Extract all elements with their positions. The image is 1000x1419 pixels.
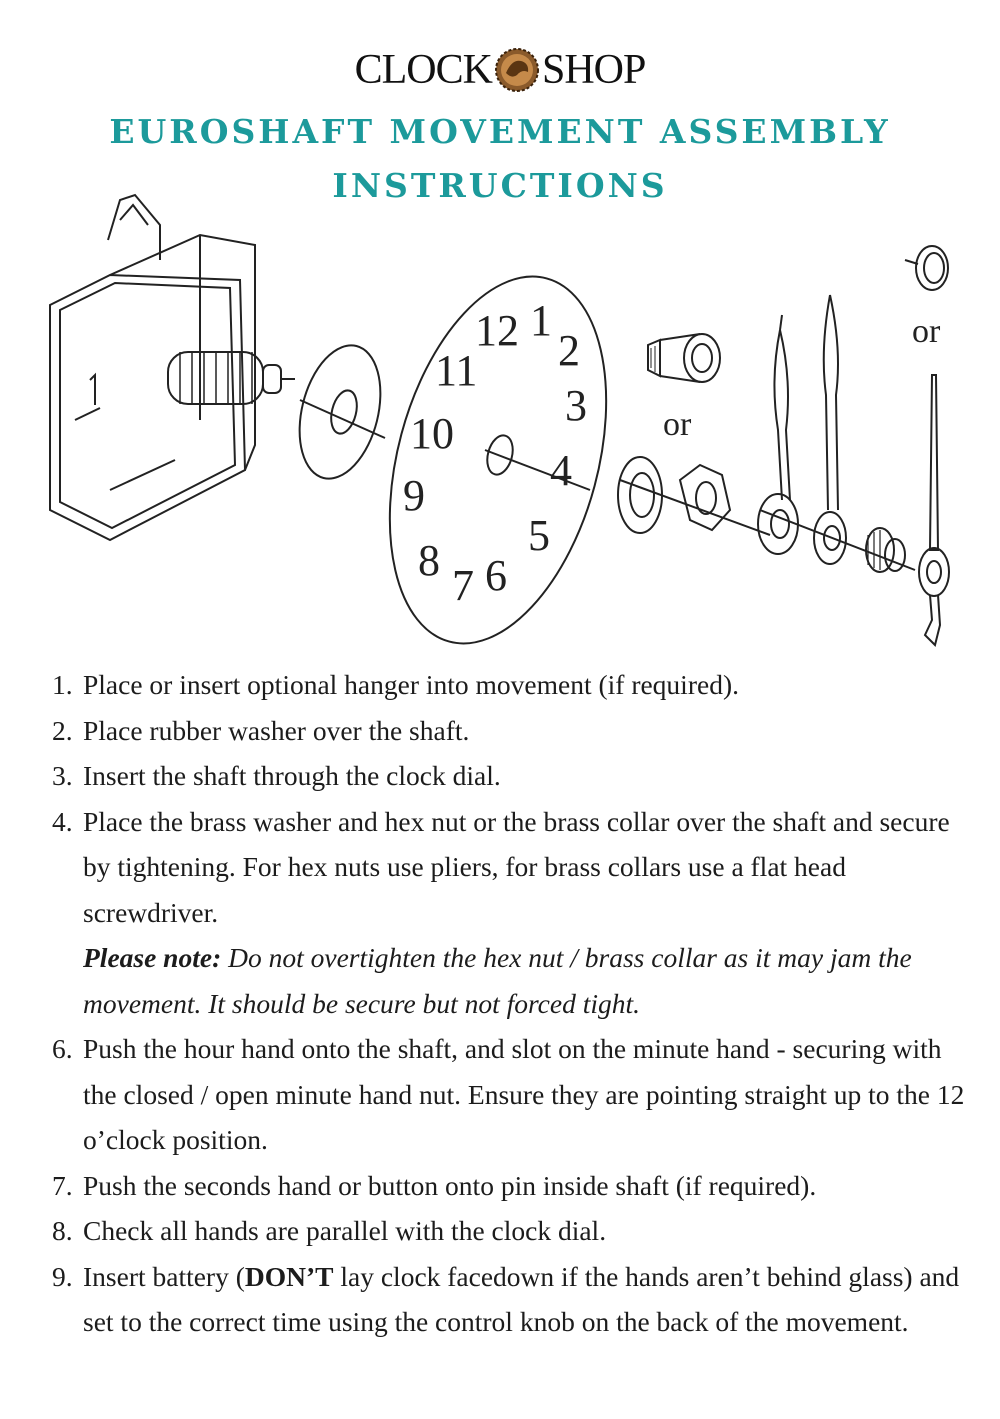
hour-hand-illustration <box>758 315 798 554</box>
logo-emblem-icon <box>494 47 540 93</box>
dial-number-2: 2 <box>558 326 580 375</box>
dial-number-6: 6 <box>485 551 507 600</box>
clock-dial-illustration <box>353 253 644 660</box>
page-title-line-2: INSTRUCTIONS <box>332 166 668 205</box>
step-text: Push the hour hand onto the shaft, and slot on the minute hand - securing with the closed / open minute hand nut. Ensure they are pointing straight up to the 12 o’clock position. <box>83 1033 965 1155</box>
dial-number-9: 9 <box>403 471 425 520</box>
page-title-line-1: EUROSHAFT MOVEMENT ASSEMBLY <box>109 112 891 151</box>
step-text: Place or insert optional hanger into movement (if required). <box>83 669 739 700</box>
step-number: 6. <box>52 1033 73 1064</box>
minute-hand-illustration <box>814 295 846 564</box>
list-item <box>52 1208 972 1254</box>
step-text-pre: Insert battery ( <box>83 1260 245 1292</box>
logo-text-clock: CLOCK <box>354 47 492 93</box>
seconds-button-illustration <box>905 246 948 290</box>
or-label-button: or <box>912 313 941 350</box>
brass-collar-illustration <box>648 334 720 382</box>
dial-number-12: 12 <box>475 306 519 355</box>
list-item <box>52 662 972 708</box>
dial-number-7: 7 <box>452 561 474 610</box>
instructions-list <box>52 662 972 1345</box>
step-text-post: lay clock facedown if the hands aren’t behind glass) and set to the correct time using the control knob on the back of the movement. <box>83 1260 960 1337</box>
list-item <box>52 753 972 799</box>
step-number: 1. <box>52 669 73 700</box>
clockshop-logo <box>0 40 1000 100</box>
seconds-hand-illustration <box>919 375 949 645</box>
brass-washer-illustration <box>618 457 662 533</box>
step-text: Place the brass washer and hex nut or the brass collar over the shaft and secure by tightening. For hex nuts use pliers, for brass collars use a flat head screwdriver. <box>83 805 950 928</box>
step-number: 9. <box>52 1260 73 1292</box>
exploded-assembly-diagram <box>0 180 1000 660</box>
step-number: 2. <box>52 714 73 746</box>
dial-number-4: 4 <box>550 446 572 495</box>
step-number: 4. <box>52 805 73 837</box>
step-number: 3. <box>52 760 73 791</box>
list-item <box>52 1026 972 1163</box>
step-text: Insert the shaft through the clock dial. <box>83 760 501 791</box>
or-label-collar: or <box>663 406 692 443</box>
dial-number-1: 1 <box>530 296 552 345</box>
dial-number-11: 11 <box>435 346 478 395</box>
rubber-washer-illustration <box>287 337 394 487</box>
list-item <box>52 708 972 754</box>
movement-illustration <box>50 195 255 540</box>
dial-number-8: 8 <box>418 536 440 585</box>
minute-hand-nut-illustration <box>760 510 915 572</box>
note-label: Please note: <box>83 942 222 973</box>
step-number: 8. <box>52 1215 73 1246</box>
list-item <box>52 799 972 936</box>
step-text: Place rubber washer over the shaft. <box>83 714 470 746</box>
step-text: Check all hands are parallel with the clock dial. <box>83 1215 607 1246</box>
logo-text-shop: SHOP <box>541 47 646 93</box>
dial-number-3: 3 <box>565 381 587 430</box>
note-paragraph <box>52 935 972 1026</box>
hex-nut-illustration <box>620 465 770 535</box>
dial-number-10: 10 <box>410 409 454 458</box>
list-item <box>52 1163 972 1209</box>
step-text: Push the seconds hand or button onto pin inside shaft (if required). <box>83 1169 817 1201</box>
dial-number-5: 5 <box>528 511 550 560</box>
list-item <box>52 1254 972 1345</box>
note-text: Do not overtighten the hex nut / brass collar as it may jam the movement. It should be secure but not forced tight. <box>83 942 912 1019</box>
step-text-bold: DON’T <box>244 1260 334 1292</box>
step-number: 7. <box>52 1169 73 1201</box>
